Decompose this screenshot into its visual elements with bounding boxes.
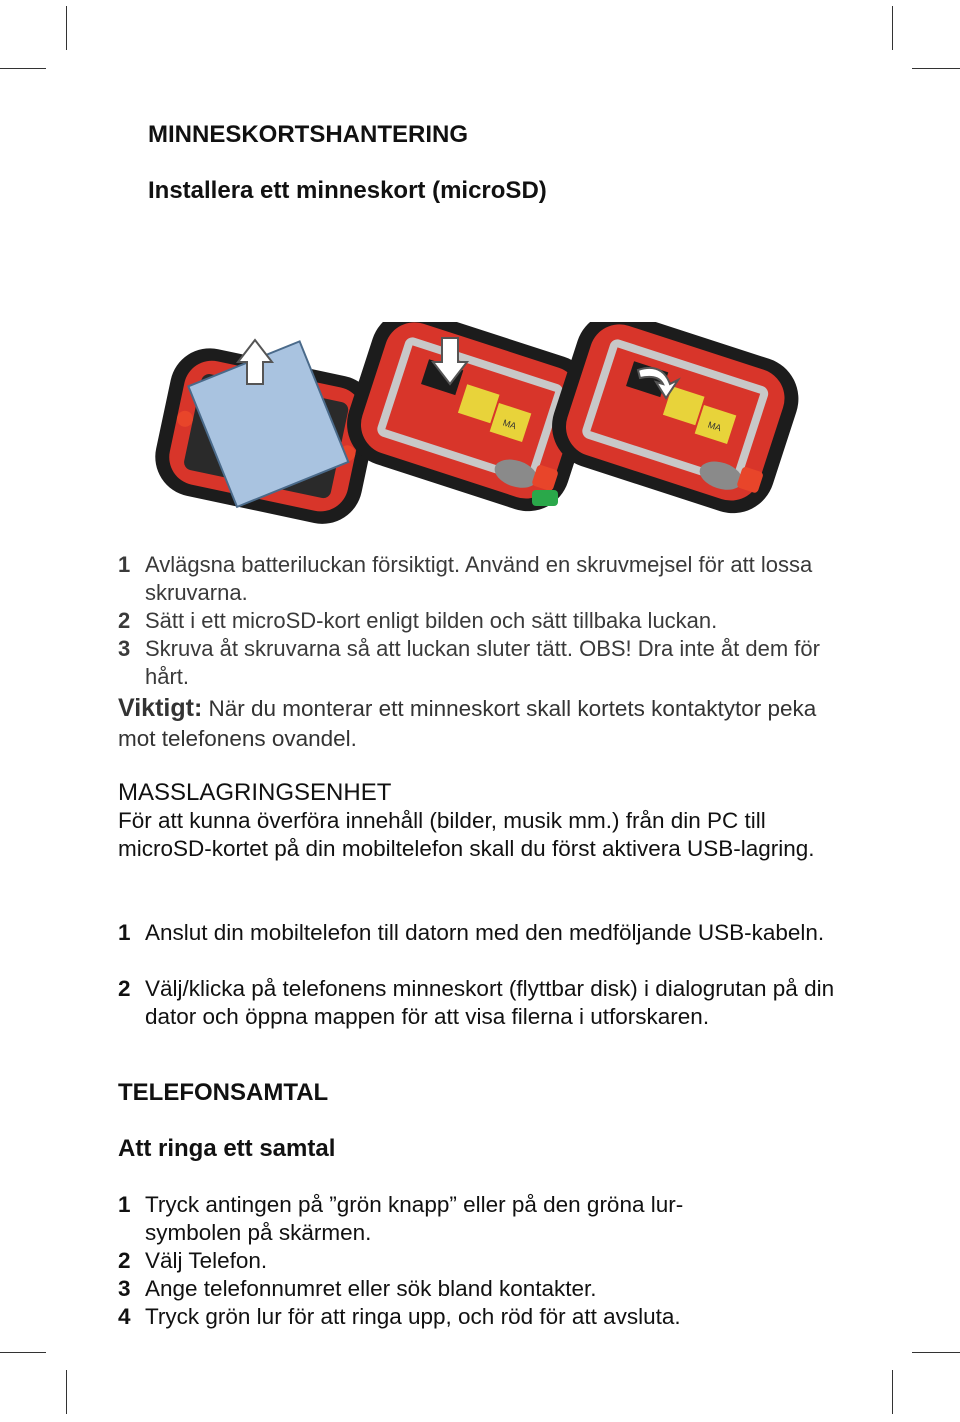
crop-mark — [892, 6, 893, 50]
step-number: 2 — [118, 976, 131, 1001]
crop-mark — [66, 1370, 67, 1414]
step-number: 3 — [118, 1276, 131, 1301]
section-subheading-make-call: Att ringa ett samtal — [118, 1135, 336, 1162]
green-key — [532, 490, 558, 506]
step-number: 1 — [118, 552, 131, 577]
list-item — [118, 975, 848, 1031]
list-item — [118, 1191, 748, 1247]
mass-storage-intro: För att kunna överföra innehåll (bilder, musik mm.) från din PC till microSD-kortet på din mobiltelefon skall du först aktivera USB-lagring. — [118, 808, 815, 861]
card-label: MA — [501, 417, 518, 432]
list-item — [118, 1247, 838, 1275]
section-heading-memory-card: MINNESKORTSHANTERING — [148, 121, 469, 148]
phone-close-cover — [541, 322, 809, 524]
step-number: 2 — [118, 1248, 131, 1273]
step-text: Ange telefonnumret eller sök bland kontakter. — [145, 1276, 597, 1301]
phone-illustration — [150, 322, 810, 532]
list-item — [118, 1275, 838, 1303]
step-number: 2 — [118, 608, 131, 633]
step-number: 3 — [118, 636, 131, 661]
crop-mark — [66, 6, 67, 50]
step-number: 4 — [118, 1304, 131, 1329]
section-heading-mass-storage: MASSLAGRINGSENHET — [118, 779, 392, 806]
list-item — [118, 635, 838, 691]
section-subheading-install-card: Installera ett minneskort (microSD) — [148, 177, 547, 204]
step-text: Välj/klicka på telefonens minneskort (flyttbar disk) i dialogrutan på din dator och öppna mappen för att visa filerna i utforskaren. — [145, 976, 835, 1029]
crop-mark — [0, 68, 46, 69]
card-label: MA — [706, 419, 723, 434]
step-number: 1 — [118, 920, 131, 945]
section-heading-phone-calls: TELEFONSAMTAL — [118, 1079, 329, 1106]
crop-mark — [0, 1352, 46, 1353]
important-label: Viktigt: — [118, 694, 203, 722]
important-text: När du monterar ett minneskort skall kortets kontaktytor peka mot telefonens ovandel. — [118, 696, 817, 751]
step-number: 1 — [118, 1192, 131, 1217]
crop-mark — [912, 68, 960, 69]
list-item — [118, 1303, 838, 1331]
crop-mark — [892, 1370, 893, 1414]
step-text: Anslut din mobiltelefon till datorn med den medföljande USB-kabeln. — [145, 920, 825, 945]
step-text: Sätt i ett microSD-kort enligt bilden och sätt tillbaka luckan. — [145, 608, 718, 633]
step-text: Skruva åt skruvarna så att luckan sluter tätt. OBS! Dra inte åt dem för hårt. — [145, 636, 820, 689]
list-item — [118, 919, 838, 947]
important-note — [118, 693, 838, 754]
list-item — [118, 551, 838, 607]
crop-mark — [912, 1352, 960, 1353]
list-item — [118, 607, 838, 635]
step-text: Tryck antingen på ”grön knapp” eller på den gröna lur-symbolen på skärmen. — [145, 1192, 684, 1245]
step-text: Välj Telefon. — [145, 1248, 268, 1273]
step-text: Tryck grön lur för att ringa upp, och röd för att avsluta. — [145, 1304, 681, 1329]
step-text: Avlägsna batteriluckan försiktigt. Använd en skruvmejsel för att lossa skruvarna. — [145, 552, 813, 605]
